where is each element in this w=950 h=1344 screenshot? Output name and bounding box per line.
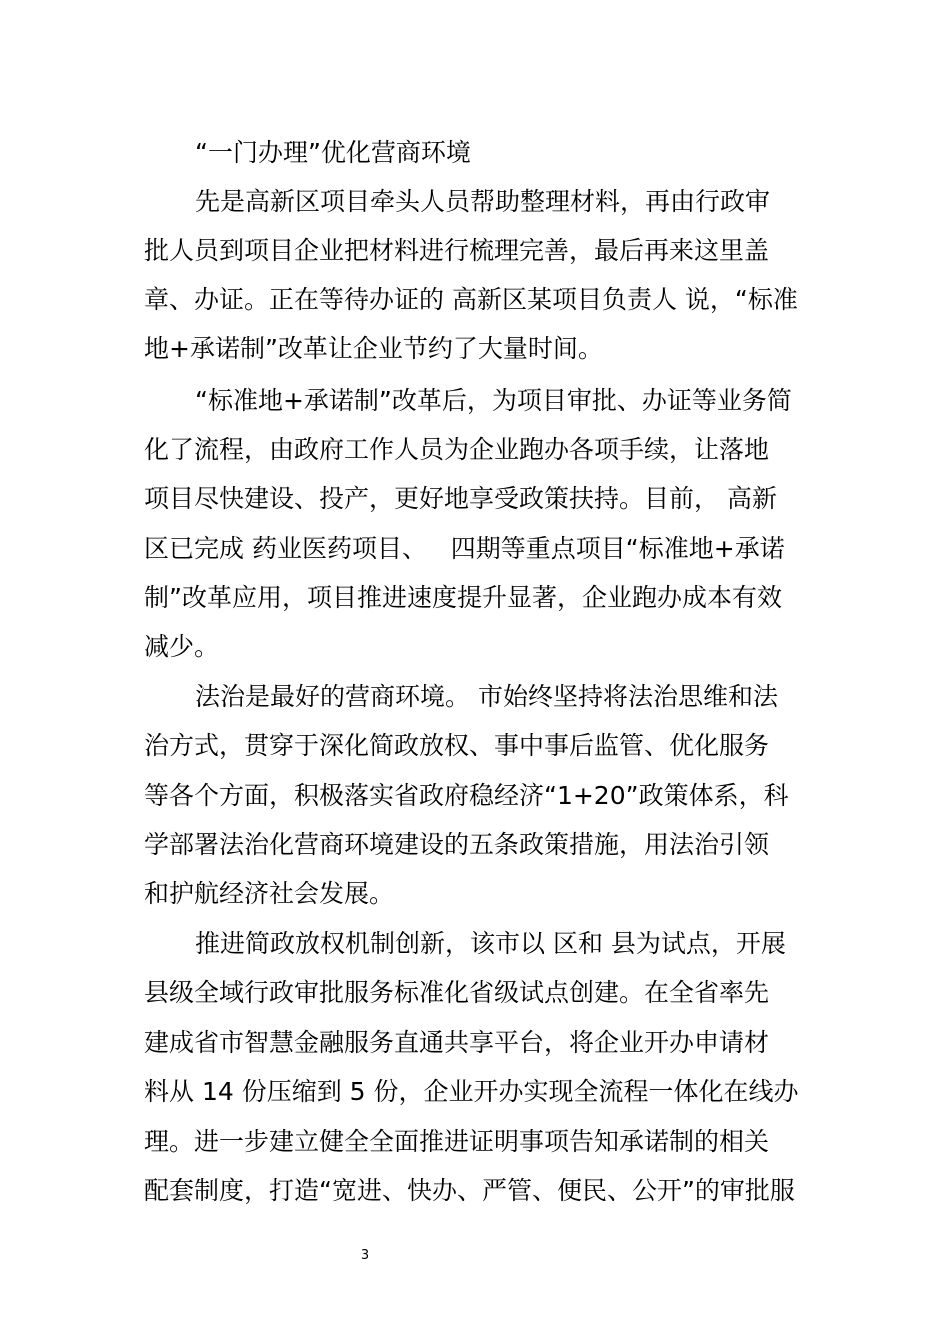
- body-line: “标准地+承诺制”改革后，为项目审批、办证等业务简: [195, 386, 792, 415]
- body-line: 制”改革应用，项目推进速度提升显著，企业跑办成本有效: [144, 583, 782, 612]
- body-line: 章、办证。正在等待办证的 高新区某项目负责人 说，“标准: [144, 285, 798, 314]
- page-number: 3: [360, 1248, 370, 1263]
- body-line: 配套制度，打造“宽进、快办、严管、便民、公开”的审批服: [144, 1176, 795, 1205]
- body-line: 化了流程，由政府工作人员为企业跑办各项手续，让落地: [144, 435, 770, 464]
- body-line: 法治是最好的营商环境。 市始终坚持将法治思维和法: [195, 682, 778, 711]
- body-line: 区已完成 药业医药项目、 四期等重点项目“标准地+承诺: [144, 534, 785, 563]
- body-line: 建成省市智慧金融服务直通共享平台，将企业开办申请材: [144, 1028, 770, 1057]
- body-line: 县级全域行政审批服务标准化省级试点创建。在全省率先: [144, 978, 770, 1007]
- body-line: 推进简政放权机制创新，该市以 区和 县为试点，开展: [195, 929, 786, 958]
- body-line: 等各个方面，积极落实省政府稳经济“1+20”政策体系，科: [144, 781, 789, 810]
- body-line: 治方式，贯穿于深化简政放权、事中事后监管、优化服务: [144, 731, 770, 760]
- body-line: 项目尽快建设、投产，更好地享受政策扶持。目前， 高新: [144, 484, 777, 513]
- body-line: 料从 14 份压缩到 5 份，企业开办实现全流程一体化在线办: [144, 1077, 799, 1106]
- section-heading: “一门办理”优化营商环境: [195, 138, 471, 167]
- body-line: 和护航经济社会发展。: [144, 879, 395, 908]
- body-line: 批人员到项目企业把材料进行梳理完善，最后再来这里盖: [144, 236, 770, 265]
- body-line: 地+承诺制”改革让企业节约了大量时间。: [144, 334, 603, 363]
- body-line: 先是高新区项目牵头人员帮助整理材料，再由行政审: [195, 187, 771, 216]
- body-line: 学部署法治化营商环境建设的五条政策措施，用法治引领: [144, 830, 770, 859]
- body-line: 理。进一步建立健全全面推进证明事项告知承诺制的相关: [144, 1127, 770, 1156]
- body-line: 减少。: [144, 632, 220, 661]
